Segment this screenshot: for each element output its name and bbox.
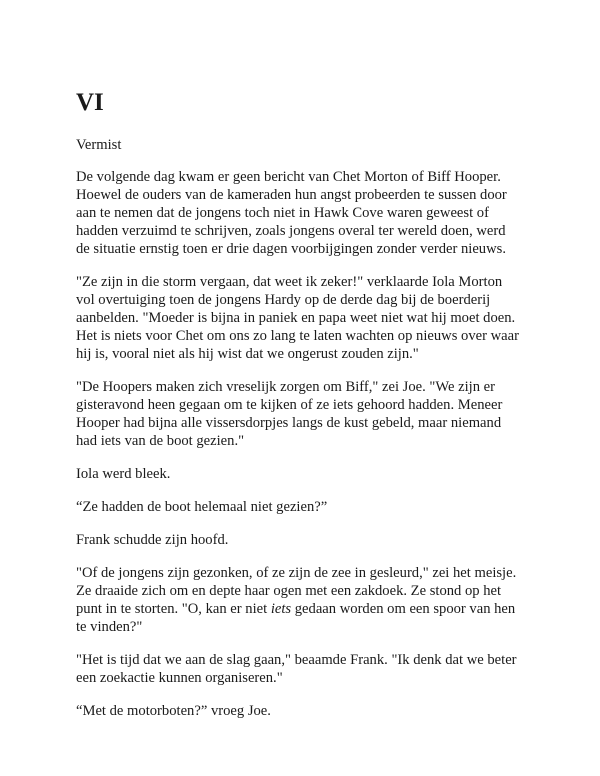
text-line: te vinden?"	[76, 619, 143, 635]
paragraph-1	[76, 168, 532, 258]
text-line: aanbelden. "Moeder is bijna in paniek en papa weet niet wat hij moet doen.	[76, 310, 516, 326]
text-line: "Het is tijd dat we aan de slag gaan," beaamde Frank. "Ik denk dat we beter	[76, 652, 517, 668]
text-line: Ze draaide zich om en depte haar ogen met een zakdoek. Ze stond op het	[76, 583, 502, 599]
paragraph-8	[76, 651, 532, 687]
text-line: hadden verzuimd te schrijven, zoals jongens overal ter wereld doen, werd	[76, 223, 506, 239]
chapter-number: VI	[76, 89, 104, 116]
paragraph-9	[76, 702, 532, 720]
text-line: gisteravond heen gegaan om te kijken of ze iets gehoord hadden. Meneer	[76, 397, 503, 413]
text-line: had iets van de boot gezien."	[76, 433, 245, 449]
text-line: “Ze hadden de boot helemaal niet gezien?”	[76, 499, 328, 515]
paragraph-3	[76, 378, 532, 450]
paragraph-6	[76, 531, 532, 549]
text-line: "De Hoopers maken zich vreselijk zorgen om Biff," zei Joe. "We zijn er	[76, 379, 495, 395]
paragraph-5	[76, 498, 532, 516]
text-run: punt in te storten. "O, kan er niet	[76, 601, 271, 617]
text-line: Het is niets voor Chet om ons zo lang te laten wachten op nieuws over waar	[76, 328, 519, 344]
text-line: vol overtuiging toen de jongens Hardy op de derde dag bij de boerderij	[76, 292, 491, 308]
text-line-with-emphasis	[76, 600, 532, 618]
text-line: Hooper had bijna alle vissersdorpjes langs de kust gebeld, maar niemand	[76, 415, 502, 431]
text-line: “Met de motorboten?” vroeg Joe.	[76, 703, 271, 719]
text-line: "Ze zijn in die storm vergaan, dat weet ik zeker!" verklaarde Iola Morton	[76, 274, 503, 290]
text-line: de situatie ernstig toen er drie dagen voorbijgingen zonder verder nieuws.	[76, 241, 506, 257]
text-line: Iola werd bleek.	[76, 466, 171, 482]
paragraph-4	[76, 465, 532, 483]
text-line: "Of de jongens zijn gezonken, of ze zijn de zee in gesleurd," zei het meisje.	[76, 565, 517, 581]
text-line: een zoekactie kunnen organiseren."	[76, 670, 283, 686]
paragraph-7	[76, 564, 532, 636]
chapter-title: Vermist	[76, 137, 122, 153]
text-line: Frank schudde zijn hoofd.	[76, 532, 229, 548]
book-page	[76, 88, 532, 735]
text-line: Hoewel de ouders van de kameraden hun angst probeerden te sussen door	[76, 187, 507, 203]
text-line: aan te nemen dat de jongens toch niet in Hawk Cove waren geweest of	[76, 205, 489, 221]
emphasized-word: iets	[270, 601, 292, 617]
text-run: gedaan worden om een spoor van hen	[291, 601, 516, 617]
text-line: hij is, vooral niet als hij wist dat we ongerust zouden zijn."	[76, 346, 419, 362]
text-line: De volgende dag kwam er geen bericht van Chet Morton of Biff Hooper.	[76, 169, 501, 185]
paragraph-2	[76, 273, 532, 363]
